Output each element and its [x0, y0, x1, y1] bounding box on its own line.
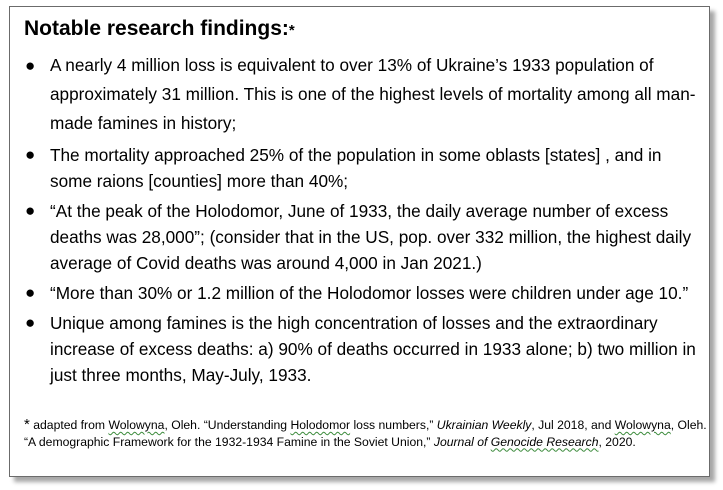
title-text: Notable research findings:: [24, 17, 289, 40]
finding-text: Unique among famines is the high concentration of losses and the extraordinary increase of excess deaths: a) 90% of deaths occurred in 1933 alone; b) two million in just three months, May-July, 1933.: [50, 313, 696, 385]
panel-title: [24, 17, 295, 41]
footnote-journal: Journal of: [433, 434, 491, 449]
bullet-icon: ●: [25, 283, 36, 302]
footnote-term: Holodomor: [290, 418, 351, 432]
footnote-journal: Ukrainian Weekly: [436, 418, 532, 432]
footnote-text: , 2020.: [598, 434, 636, 449]
footnote-text: , Jul 2018, and: [531, 418, 615, 432]
finding-text: A nearly 4 million loss is equivalent to over 13% of Ukraine’s 1933 population of approximately 31 million. This is one of the highest levels of mortality among all man-made famines in history;: [50, 55, 696, 133]
footnote-text: , Oleh. “Understanding: [164, 418, 291, 432]
findings-panel: [9, 6, 710, 477]
findings-list: [24, 51, 704, 392]
bullet-icon: ●: [25, 56, 36, 75]
footnote-text: adapted from: [29, 418, 109, 432]
bullet-icon: ●: [25, 313, 36, 332]
finding-item: [24, 51, 704, 138]
finding-text: The mortality approached 25% of the population in some oblasts [states] , and in some raions [counties] more than 40%;: [50, 145, 662, 191]
finding-item: [24, 280, 704, 306]
finding-item: [24, 310, 704, 388]
footnote-journal: Genocide Research: [490, 434, 599, 449]
footnote-author: Wolowyna: [108, 418, 165, 432]
finding-item: [24, 142, 704, 194]
bullet-icon: ●: [25, 201, 36, 220]
footnote-text: , Oleh. “A demographic Framework for the 1932-1934 Famine in the Soviet Union,”: [24, 418, 707, 449]
footnote-text: loss numbers,”: [350, 418, 437, 432]
footnote-marker: *: [24, 416, 30, 433]
finding-item: [24, 198, 704, 276]
bullet-icon: ●: [25, 145, 36, 164]
title-footnote-marker: *: [288, 22, 295, 39]
finding-text: “More than 30% or 1.2 million of the Holodomor losses were children under age 10.”: [50, 283, 689, 303]
footnote: [24, 417, 714, 450]
footnote-author: Wolowyna: [614, 418, 671, 432]
finding-text: “At the peak of the Holodomor, June of 1933, the daily average number of excess deaths was 28,000”; (consider that in the US, pop. over 332 million, the highest daily average of Covid deaths was around 4,000 in Jan 2021.): [50, 201, 692, 273]
